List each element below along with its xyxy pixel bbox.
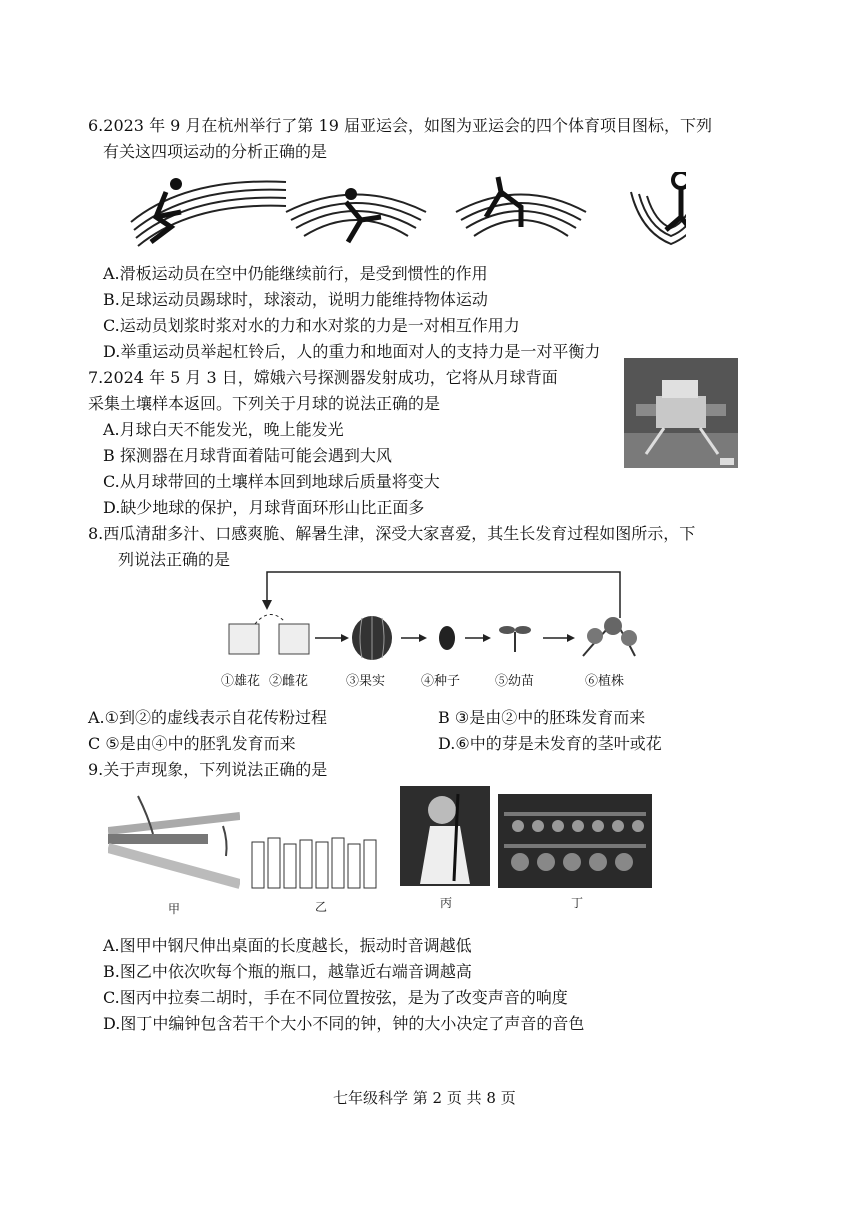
q6-option-c: C.运动员划浆时浆对水的力和水对浆的力是一对相互作用力 <box>103 316 520 335</box>
q7-stem-line2: 采集土壤样本返回。下列关于月球的说法正确的是 <box>88 394 441 413</box>
rowing-icon <box>456 177 586 236</box>
q6-sport-icons <box>126 172 686 250</box>
q7-option-a: A.月球白天不能发光，晚上能发光 <box>103 420 344 439</box>
seed-icon <box>439 626 455 650</box>
page-footer: 七年级科学 第 2 页 共 8 页 <box>333 1089 516 1107</box>
q8-option-d: D.⑥中的芽是未发育的茎叶或花 <box>438 734 662 753</box>
q6-option-a: A.滑板运动员在空中仍能继续前行，是受到惯性的作用 <box>103 264 488 283</box>
bottles-figure <box>248 820 380 890</box>
plant-icon <box>583 617 637 656</box>
figure-caption-ding: 丁 <box>571 896 584 910</box>
watermelon-lifecycle-diagram <box>215 566 655 666</box>
q9-option-a: A.图甲中钢尺伸出桌面的长度越长，振动时音调越低 <box>103 936 472 955</box>
q7-stem-line1: 7.2024 年 5 月 3 日，嫦娥六号探测器发射成功，它将从月球背面 <box>88 368 558 387</box>
q8-option-b: B ③是由②中的胚珠发育而来 <box>438 708 646 727</box>
figure-caption-yi: 乙 <box>315 900 328 914</box>
q9-option-d: D.图丁中编钟包含若干个大小不同的钟，钟的大小决定了声音的音色 <box>103 1014 585 1033</box>
female-flower-icon <box>279 624 309 654</box>
q6-stem-line2: 有关这四项运动的分析正确的是 <box>103 142 328 161</box>
chime-bells-photo <box>498 794 652 888</box>
stage-label-4: ④种子 <box>421 674 461 689</box>
q6-option-b: B.足球运动员踢球时，球滚动，说明力能维持物体运动 <box>103 290 488 309</box>
seedling-icon <box>499 626 531 652</box>
lander-photo <box>624 358 738 468</box>
stage-label-2: ②雌花 <box>269 674 309 689</box>
football-icon <box>286 188 426 242</box>
q8-stem-line1: 8.西瓜清甜多汁、口感爽脆、解暑生津，深受大家喜爱，其生长发育过程如图所示，下 <box>88 524 696 543</box>
figure-caption-bing: 丙 <box>440 896 453 910</box>
q7-option-b: B 探测器在月球背面着陆可能会遇到大风 <box>103 446 392 465</box>
q8-option-a: A.①到②的虚线表示自花传粉过程 <box>88 708 327 727</box>
male-flower-icon <box>229 624 259 654</box>
q6-stem-line1: 6.2023 年 9 月在杭州举行了第 19 届亚运会，如图为亚运会的四个体育项目图标，下列 <box>88 116 712 135</box>
stage-label-3: ③果实 <box>346 674 386 689</box>
cycle-arrow-icon <box>262 600 272 610</box>
stage-label-6: ⑥植株 <box>585 674 625 689</box>
q8-option-c: C ⑤是由④中的胚乳发育而来 <box>88 734 296 753</box>
q9-stem: 9.关于声现象，下列说法正确的是 <box>88 760 328 779</box>
q9-option-c: C.图丙中拉奏二胡时，手在不同位置按弦，是为了改变声音的响度 <box>103 988 568 1007</box>
skateboard-icon <box>131 178 286 246</box>
figure-caption-jia: 甲 <box>168 902 181 916</box>
stage-label-1: ①雄花 <box>221 674 261 689</box>
q6-option-d: D.举重运动员举起杠铃后，人的重力和地面对人的支持力是一对平衡力 <box>103 342 601 361</box>
q9-option-b: B.图乙中依次吹每个瓶的瓶口，越靠近右端音调越高 <box>103 962 472 981</box>
q7-option-d: D.缺少地球的保护，月球背面环形山比正面多 <box>103 498 425 517</box>
erhu-player-photo <box>400 786 490 886</box>
stage-label-5: ⑤幼苗 <box>495 674 535 689</box>
steel-ruler-figure <box>108 786 240 890</box>
weightlifting-icon <box>631 172 686 244</box>
q8-stem-line2: 列说法正确的是 <box>118 550 231 569</box>
q7-option-c: C.从月球带回的土壤样本回到地球后质量将变大 <box>103 472 440 491</box>
